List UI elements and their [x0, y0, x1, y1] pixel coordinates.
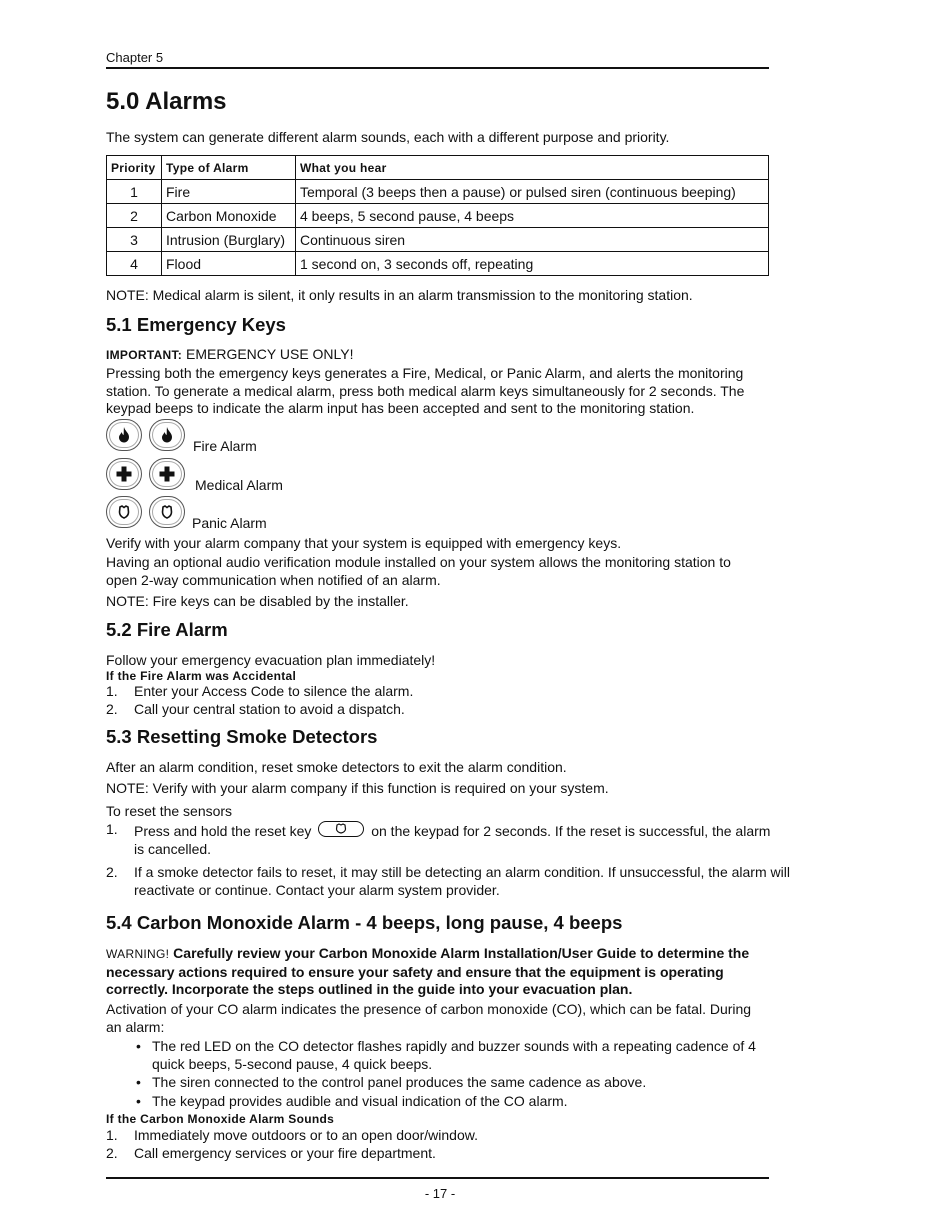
police-badge-icon — [115, 503, 133, 521]
footer-rule — [106, 1177, 769, 1179]
fire-keys — [106, 419, 192, 455]
list-item: 2. If a smoke detector fails to reset, it may still be detecting an alarm condition. If unsuccessful, the alarm will reactivate or continue. Contact your alarm system provider. — [106, 864, 790, 898]
accidental-subhead: If the Fire Alarm was Accidental — [106, 669, 297, 683]
table-cell: Flood — [162, 252, 296, 276]
chapter-header: Chapter 5 — [106, 50, 164, 65]
co-bullets — [134, 1038, 770, 1111]
reset-note: NOTE: Verify with your alarm company if this function is required on your system. — [106, 780, 609, 796]
co-subhead: If the Carbon Monoxide Alarm Sounds — [106, 1112, 335, 1126]
list-item: 1. Press and hold the reset key on the keypad for 2 seconds. If the reset is successful, the alarm is cancelled. — [106, 821, 771, 857]
fire-key — [149, 419, 185, 451]
plus-icon — [158, 465, 176, 483]
header-rule — [106, 67, 769, 69]
reset-lead: To reset the sensors — [106, 803, 233, 819]
police-badge-icon — [158, 503, 176, 521]
reset-body: After an alarm condition, reset smoke detectors to exit the alarm condition. — [106, 759, 567, 775]
table-cell: 2 — [107, 204, 162, 228]
table-cell: 4 beeps, 5 second pause, 4 beeps — [296, 204, 769, 228]
co-steps — [106, 1127, 766, 1162]
column-header: Priority — [107, 156, 162, 180]
table-cell: Fire — [162, 180, 296, 204]
step-text: on the keypad for 2 seconds. If the reset is successful, the alarm is cancelled. — [134, 823, 771, 857]
fire-keys-note: NOTE: Fire keys can be disabled by the installer. — [106, 593, 409, 609]
bullet-text: The keypad provides audible and visual indication of the CO alarm. — [152, 1092, 568, 1109]
flame-icon — [115, 426, 133, 444]
medical-key — [106, 458, 142, 490]
table-row — [107, 252, 769, 276]
table-cell: 1 — [107, 180, 162, 204]
step-text: Press and hold the reset key — [134, 823, 316, 839]
table-cell: 3 — [107, 228, 162, 252]
fire-key — [106, 419, 142, 451]
medical-alarm-label: Medical Alarm — [195, 477, 283, 493]
fire-alarm-label: Fire Alarm — [193, 438, 257, 454]
emergency-keys-body: Pressing both the emergency keys generates a Fire, Medical, or Panic Alarm, and alerts the monitoring station. To generate a medical alarm, press both medical alarm keys simultaneously for 2 seconds. The keypad beeps to indicate the alarm input has been accepted and sent to the monitoring station. — [106, 365, 745, 416]
page-number: - 17 - — [424, 1186, 456, 1201]
alarms-intro: The system can generate different alarm sounds, each with a different purpose and priority. — [106, 129, 670, 145]
bullet-text: The red LED on the CO detector flashes rapidly and buzzer sounds with a repeating cadence of 4 quick beeps, 5-second pause, 4 quick beeps. — [152, 1038, 756, 1072]
table-cell: Carbon Monoxide — [162, 204, 296, 228]
warning-label: WARNING! — [106, 947, 170, 961]
co-warning — [106, 945, 771, 999]
step-text: If a smoke detector fails to reset, it may still be detecting an alarm condition. If unsuccessful, the alarm will reactivate or continue. Contact your alarm system provider. — [134, 864, 790, 898]
medical-key — [149, 458, 185, 490]
table-row — [107, 180, 769, 204]
section-title-5-0: 5.0 Alarms — [106, 88, 227, 115]
bullet-text: The siren connected to the control panel produces the same cadence as above. — [152, 1074, 647, 1090]
panic-keys — [106, 496, 192, 532]
flame-icon — [158, 426, 176, 444]
list-item: 2. Call emergency services or your fire department. — [106, 1144, 436, 1161]
table-cell: Temporal (3 beeps then a pause) or pulsed siren (continuous beeping) — [296, 180, 769, 204]
list-item: • The siren connected to the control panel produces the same cadence as above. — [136, 1074, 647, 1090]
medical-alarm-note: NOTE: Medical alarm is silent, it only results in an alarm transmission to the monitoring station. — [106, 287, 693, 303]
table-cell: 4 — [107, 252, 162, 276]
table-header-row — [107, 156, 769, 180]
important-label: IMPORTANT: — [106, 348, 183, 362]
section-title-5-4: 5.4 Carbon Monoxide Alarm - 4 beeps, long pause, 4 beeps — [106, 912, 623, 933]
important-line — [106, 346, 796, 365]
step-text: Immediately move outdoors or to an open door/window. — [134, 1127, 478, 1143]
audio-module-text: Having an optional audio verification module installed on your system allows the monitoring station to open 2-way communication when notified of an alarm. — [106, 554, 731, 588]
fire-alarm-body: Follow your emergency evacuation plan immediately! — [106, 652, 436, 668]
plus-icon — [115, 465, 133, 483]
table-row — [107, 204, 769, 228]
column-header: Type of Alarm — [162, 156, 296, 180]
section-title-5-3: 5.3 Resetting Smoke Detectors — [106, 726, 378, 747]
table-cell: Continuous siren — [296, 228, 769, 252]
list-item: 1. Enter your Access Code to silence the alarm. — [106, 683, 414, 699]
co-body: Activation of your CO alarm indicates the presence of carbon monoxide (CO), which can be fatal. During an alarm: — [106, 1001, 752, 1035]
column-header: What you hear — [296, 156, 769, 180]
list-item: 1. Immediately move outdoors or to an open door/window. — [106, 1127, 478, 1143]
step-text: Call emergency services or your fire department. — [134, 1144, 436, 1161]
list-item: 2. Call your central station to avoid a dispatch. — [106, 700, 405, 717]
reset-key-icon — [318, 821, 364, 837]
panic-alarm-label: Panic Alarm — [192, 515, 267, 531]
list-item: • The keypad provides audible and visual indication of the CO alarm. — [136, 1092, 568, 1109]
table-row — [107, 228, 769, 252]
reset-steps — [106, 821, 796, 899]
table-cell: 1 second on, 3 seconds off, repeating — [296, 252, 769, 276]
panic-key — [149, 496, 185, 528]
alarm-priority-table — [106, 155, 769, 276]
list-item: • The red LED on the CO detector flashes rapidly and buzzer sounds with a repeating cadence of 4 quick beeps, 5-second pause, 4 quick beeps. — [136, 1038, 756, 1072]
medical-keys — [106, 458, 192, 494]
table-cell: Intrusion (Burglary) — [162, 228, 296, 252]
section-title-5-1: 5.1 Emergency Keys — [106, 314, 286, 335]
fire-steps — [106, 683, 766, 718]
warning-text: Carefully review your Carbon Monoxide Alarm Installation/User Guide to determine the necessary actions required to ensure your safety and ensure that the equipment is operating correctly. Incorporate the steps outlined in the guide into your evacuation plan. — [106, 945, 750, 997]
important-text: EMERGENCY USE ONLY! — [182, 346, 354, 362]
panic-key — [106, 496, 142, 528]
section-title-5-2: 5.2 Fire Alarm — [106, 619, 228, 640]
step-text: Call your central station to avoid a dispatch. — [134, 700, 405, 717]
verify-keys-text: Verify with your alarm company that your system is equipped with emergency keys. — [106, 535, 622, 551]
step-text: Enter your Access Code to silence the alarm. — [134, 683, 414, 699]
